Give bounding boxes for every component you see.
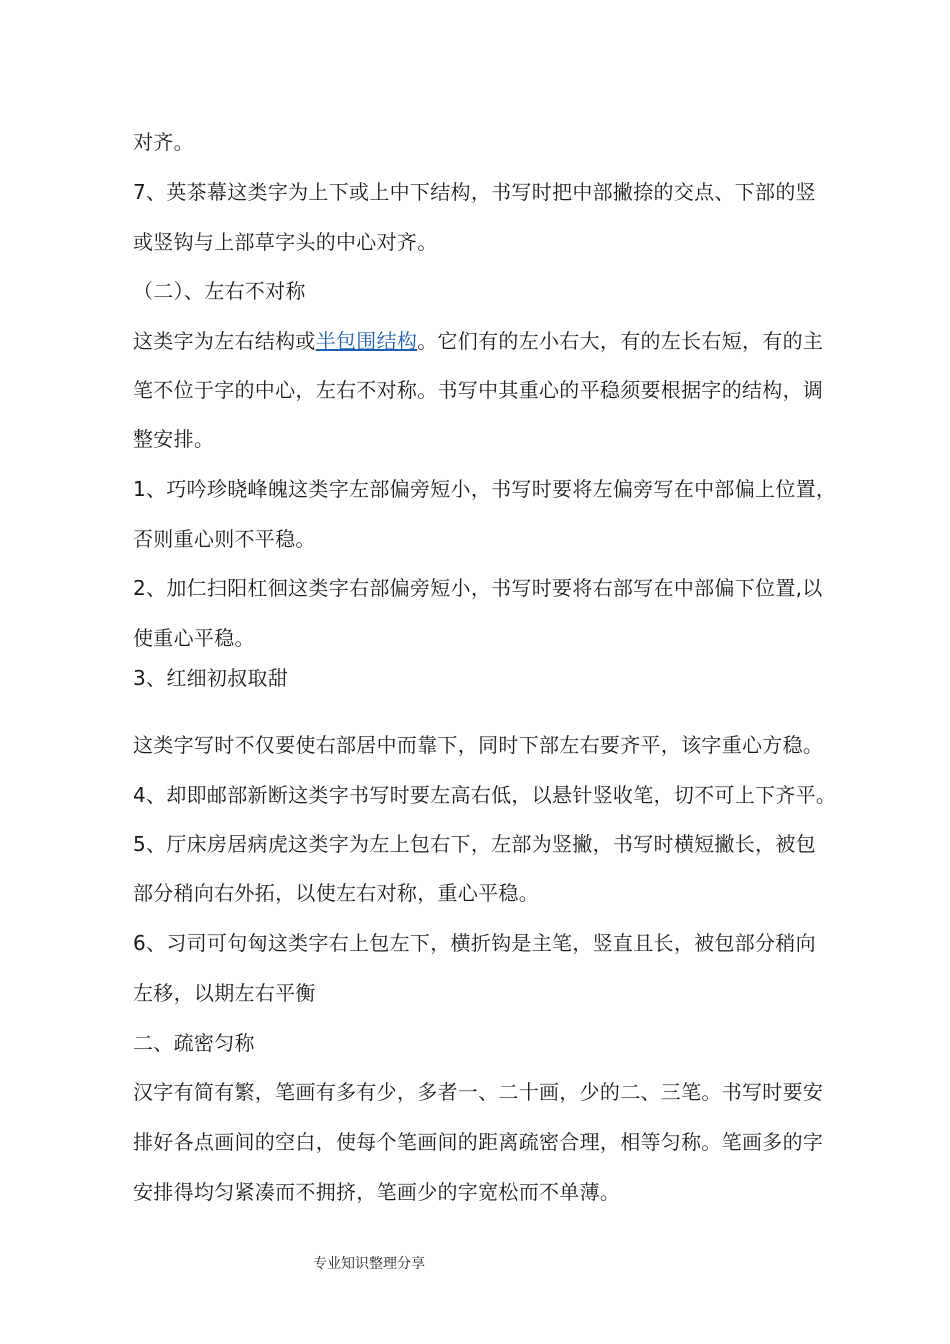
text-line: 使重心平稳。 (133, 626, 255, 650)
page-footer: 专业知识整理分享 (313, 1256, 425, 1272)
text-line: 6、习司可句匈这类字右上包左下，横折钩是主笔，竖直且长，被包部分稍向 (133, 931, 816, 955)
text-line: 整安排。 (133, 427, 215, 451)
section-heading: （二）、左右不对称 (133, 279, 306, 303)
text-line: 汉字有简有繁，笔画有多有少，多者一、二十画，少的二、三笔。书写时要安 (133, 1080, 824, 1104)
text-line-with-link (133, 329, 833, 353)
text-line: 排好各点画间的空白，使每个笔画间的距离疏密合理，相等匀称。笔画多的字 (133, 1130, 824, 1154)
text-line: 笔不位于字的中心，左右不对称。书写中其重心的平稳须要根据字的结构，调 (133, 378, 824, 402)
text-line: 3、红细初叔取甜 (133, 666, 289, 690)
section-heading: 二、疏密匀称 (133, 1031, 255, 1055)
link-line-before: 这类字为左右结构或 (133, 329, 316, 353)
text-line: 7、英茶幕这类字为上下或上中下结构，书写时把中部撇捺的交点、下部的竖 (133, 180, 816, 204)
link-line-after: 。它们有的左小右大，有的左长右短，有的主 (417, 329, 824, 353)
text-line: 否则重心则不平稳。 (133, 527, 316, 551)
text-line: 左移，以期左右平衡 (133, 981, 316, 1005)
text-line: 这类字写时不仅要使右部居中而靠下，同时下部左右要齐平，该字重心方稳。 (133, 733, 824, 757)
half-enclosure-structure-link[interactable]: 半包围结构 (315, 329, 418, 353)
text-line: 对齐。 (133, 130, 194, 154)
text-line: 4、却即邮部新断这类字书写时要左高右低，以悬针竖收笔，切不可上下齐平。 (133, 783, 837, 807)
text-line: 5、厅床房居病虎这类字为左上包右下，左部为竖撇，书写时横短撇长，被包 (133, 832, 816, 856)
text-line: 部分稍向右外拓，以使左右对称，重心平稳。 (133, 881, 539, 905)
text-line: 1、巧吟珍晓峰魄这类字左部偏旁短小，书写时要将左偏旁写在中部偏上位置， (133, 477, 837, 501)
text-line: 2、加仁扫阳杠徊这类字右部偏旁短小，书写时要将右部写在中部偏下位置,以 (133, 576, 823, 600)
text-line: 或竖钩与上部草字头的中心对齐。 (133, 230, 438, 254)
text-line: 安排得均匀紧凑而不拥挤，笔画少的字宽松而不单薄。 (133, 1180, 621, 1204)
